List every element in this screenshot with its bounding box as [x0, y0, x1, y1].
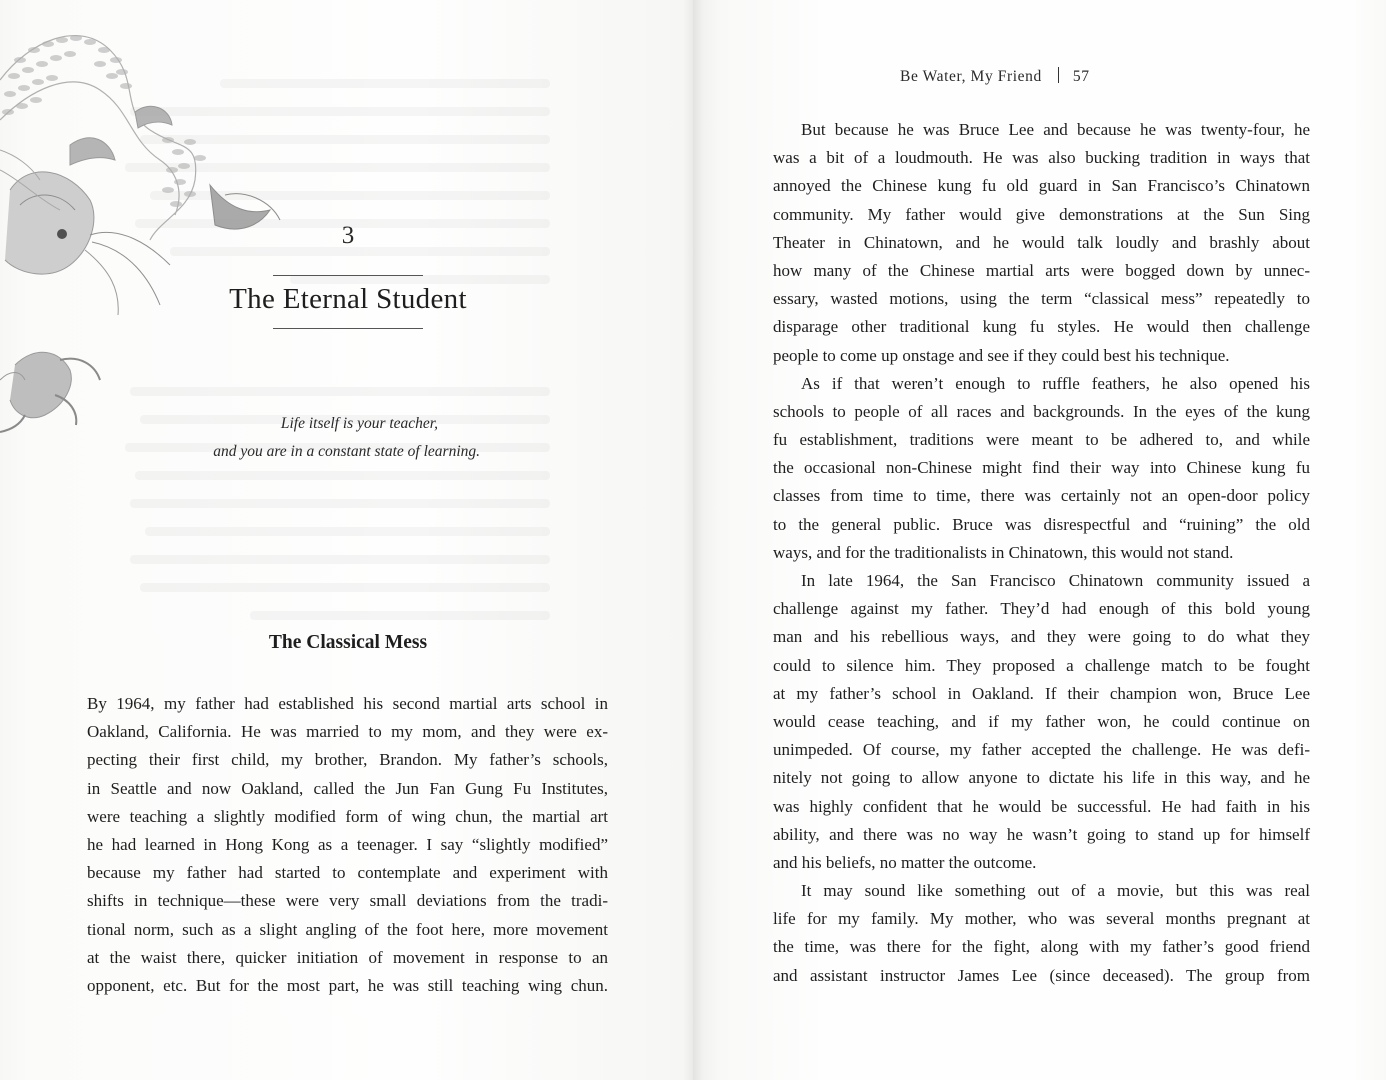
text-line: tional norm, such as a slight angling of the foot here, more movement: [87, 919, 608, 939]
left-body-text: [87, 690, 608, 1000]
text-line: annoyed the Chinese kung fu old guard in San Francisco’s Chinatown: [773, 176, 1310, 196]
text-line: unimpeded. Of course, my father accepted the challenge. He was defi-: [773, 740, 1310, 760]
text-line: to the general public. Bruce was disrespectful and “ruining” the old: [773, 514, 1310, 534]
chapter-title: The Eternal Student: [229, 283, 467, 315]
epigraph: [160, 410, 550, 466]
text-line: would cease teaching, and if my father won, he could continue on: [773, 711, 1310, 731]
text-line: fu establishment, traditions were meant to be adhered to, and while: [773, 430, 1310, 450]
running-head: [900, 67, 1160, 86]
text-line: could to silence him. They proposed a challenge match to be fought: [773, 655, 1310, 675]
right-body-text: [773, 116, 1310, 990]
text-line: the occasional non-Chinese might find their way into Chinese kung fu: [773, 458, 1310, 478]
text-line: people to come up onstage and see if they could best his technique.: [773, 345, 1230, 365]
text-line: It may sound like something out of a movie, but this was real: [801, 881, 1310, 901]
running-head-title: Be Water, My Friend: [900, 68, 1042, 85]
book-gutter: [683, 0, 703, 1080]
text-line: because my father had started to contemplate and experiment with: [87, 863, 608, 883]
text-line: the time, was there for the fight, along with my father’s good friend: [773, 937, 1310, 957]
text-line: classes from time to time, there was certainly not an open-door policy: [773, 486, 1310, 506]
text-line: was highly confident that he would be successful. He had faith in his: [773, 796, 1310, 816]
chapter-number: 3: [341, 222, 355, 249]
text-line: Theater in Chinatown, and he would talk loudly and brashly about: [773, 232, 1310, 252]
text-line: at the waist there, quicker initiation of movement in response to an: [87, 947, 608, 967]
text-line: man and his rebellious ways, and they were going to do what they: [773, 627, 1310, 647]
dragon-illustration: [0, 20, 320, 450]
text-line: schools to people of all races and backgrounds. In the eyes of the kung: [773, 401, 1310, 421]
text-line: opponent, etc. But for the most part, he was still teaching wing chun.: [87, 975, 608, 995]
section-heading: The Classical Mess: [268, 632, 428, 653]
text-line: he had learned in Hong Kong as a teenager. I say “slightly modified”: [87, 834, 608, 854]
text-line: pecting their first child, my brother, Brandon. My father’s schools,: [87, 750, 608, 770]
text-line: But because he was Bruce Lee and because he was twenty-four, he: [801, 120, 1310, 139]
text-line: shifts in technique—these were very small deviations from the tradi-: [87, 891, 608, 911]
text-line: at my father’s school in Oakland. If their champion won, Bruce Lee: [773, 683, 1310, 703]
text-line: ability, and there was no way he wasn’t going to stand up for himself: [773, 824, 1310, 844]
text-line: was a bit of a loudmouth. He was also bucking tradition in ways that: [773, 148, 1310, 168]
text-line: and assistant instructor James Lee (since deceased). The group from: [773, 965, 1310, 985]
running-head-separator: [1058, 67, 1059, 83]
text-line: nitely not going to allow anyone to dictate his life in this way, and he: [773, 768, 1310, 788]
text-line: and his beliefs, no matter the outcome.: [773, 852, 1037, 872]
text-line: community. My father would give demonstrations at the Sun Sing: [773, 204, 1310, 224]
text-line: challenge against my father. They’d had enough of this bold young: [773, 599, 1310, 619]
chapter-rule-top: [273, 275, 423, 276]
text-line: life for my family. My mother, who was several months pregnant at: [773, 909, 1310, 929]
text-line: were teaching a slightly modified form of wing chun, the martial art: [87, 806, 608, 826]
text-line: In late 1964, the San Francisco Chinatown community issued a: [801, 571, 1310, 590]
epigraph-line: Life itself is your teacher,: [280, 415, 438, 432]
text-line: essary, wasted motions, using the term “classical mess” repeatedly to: [773, 289, 1310, 309]
chapter-rule-bottom: [273, 328, 423, 329]
text-line: in Seattle and now Oakland, called the Jun Fan Gung Fu Institutes,: [87, 778, 608, 798]
epigraph-line: and you are in a constant state of learning.: [213, 443, 480, 460]
text-line: Oakland, California. He was married to my mom, and they were ex-: [87, 722, 608, 742]
text-line: ways, and for the traditionalists in Chinatown, this would not stand.: [773, 542, 1234, 562]
text-line: By 1964, my father had established his second martial arts school in: [87, 694, 608, 713]
text-line: how many of the Chinese martial arts were bogged down by unnec-: [773, 260, 1310, 280]
page-number: 57: [1072, 68, 1090, 85]
text-line: disparage other traditional kung fu styles. He would then challenge: [773, 317, 1310, 337]
text-line: As if that weren’t enough to ruffle feathers, he also opened his: [801, 373, 1310, 393]
